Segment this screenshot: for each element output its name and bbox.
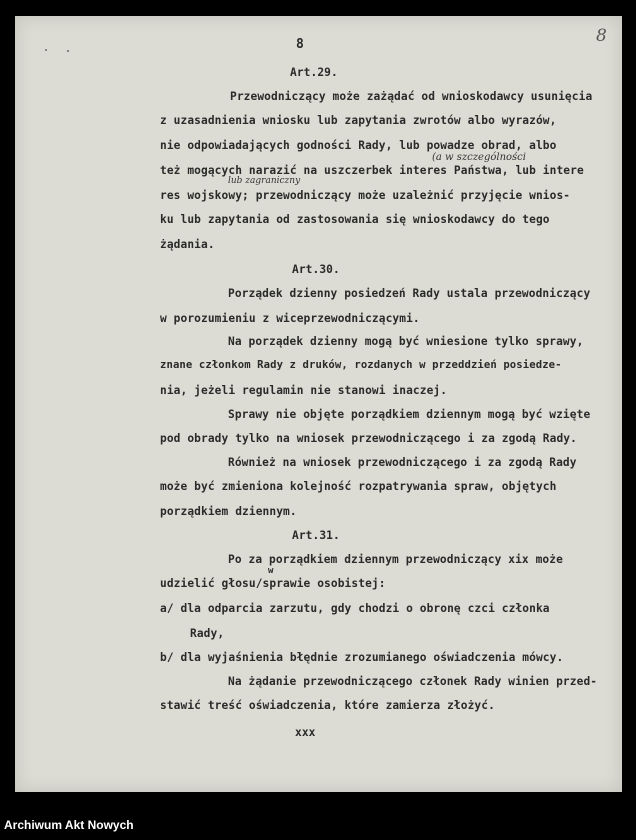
art29-line: Przewodniczący może zażądać od wnioskodawcy usunięcia xyxy=(230,90,593,103)
art31-line: stawić treść oświadczenia, które zamierza złożyć. xyxy=(160,699,495,712)
art31-line: b/ dla wyjaśnienia błędnie zrozumianego oświadczenia mówcy. xyxy=(160,651,564,664)
art31-line: a/ dla odparcia zarzutu, gdy chodzi o obronę czci członka xyxy=(160,602,550,615)
art29-line: też mogących narazić na uszczerbek interes Państwa, lub intere xyxy=(160,164,584,177)
art30-line: Również na wniosek przewodniczącego i za zgodą Rady xyxy=(228,456,577,469)
art31-line: Rady, xyxy=(190,627,225,640)
art31-insert-mark: w xyxy=(268,566,274,576)
paper-spot xyxy=(67,50,69,52)
paper-spot xyxy=(45,49,47,51)
page-number: 8 xyxy=(296,37,304,52)
art30-line: może być zmieniona kolejność rozpatrywania spraw, objętych xyxy=(160,480,557,493)
art30-line: w porozumieniu z wiceprzewodniczącymi. xyxy=(160,312,420,325)
art29-line: żądania. xyxy=(160,238,215,251)
art31-line: udzielić głosu/sprawie osobistej: xyxy=(160,577,386,590)
art30-line: pod obrady tylko na wniosek przewodniczącego i za zgodą Rady. xyxy=(160,432,577,445)
art30-line: znane członkom Rady z druków, rozdanych w przeddzień posiedze- xyxy=(160,359,562,371)
handwritten-page-number: 8 xyxy=(596,26,607,46)
art31-line: Po za porządkiem dziennym przewodniczący xix może xyxy=(228,553,563,566)
art29-line: nie odpowiadających godności Rady, lub powadze obrad, albo xyxy=(160,139,557,152)
art29-line: res wojskowy; przewodniczący może uzależnić przyjęcie wnios- xyxy=(160,189,571,202)
art30-heading: Art.30. xyxy=(292,263,340,276)
archive-label: Archiwum Akt Nowych xyxy=(4,818,134,832)
art30-line: nia, jeżeli regulamin nie stanowi inaczej. xyxy=(160,384,448,397)
art31-heading: Art.31. xyxy=(292,529,340,542)
art30-line: Sprawy nie objęte porządkiem dziennym mogą być wzięte xyxy=(228,408,591,421)
art30-line: porządkiem dziennym. xyxy=(160,505,297,518)
art29-handwritten-annotation: (a w szczególności xyxy=(432,152,526,163)
art30-line: Porządek dzienny posiedzeń Rady ustala przewodniczący xyxy=(228,287,591,300)
art30-line: Na porządek dzienny mogą być wniesione tylko sprawy, xyxy=(228,335,584,348)
art31-line: Na żądanie przewodniczącego członek Rady winien przed- xyxy=(228,675,598,688)
art29-handwritten-annotation: lub zagraniczny xyxy=(228,176,301,186)
end-mark: xxx xyxy=(295,726,316,739)
art29-heading: Art.29. xyxy=(290,66,338,79)
archive-footer xyxy=(0,809,636,840)
art29-line: ku lub zapytania od zastosowania się wnioskodawcy do tego xyxy=(160,213,550,226)
art29-line: z uzasadnienia wniosku lub zapytania zwrotów albo wyrazów, xyxy=(160,114,557,127)
